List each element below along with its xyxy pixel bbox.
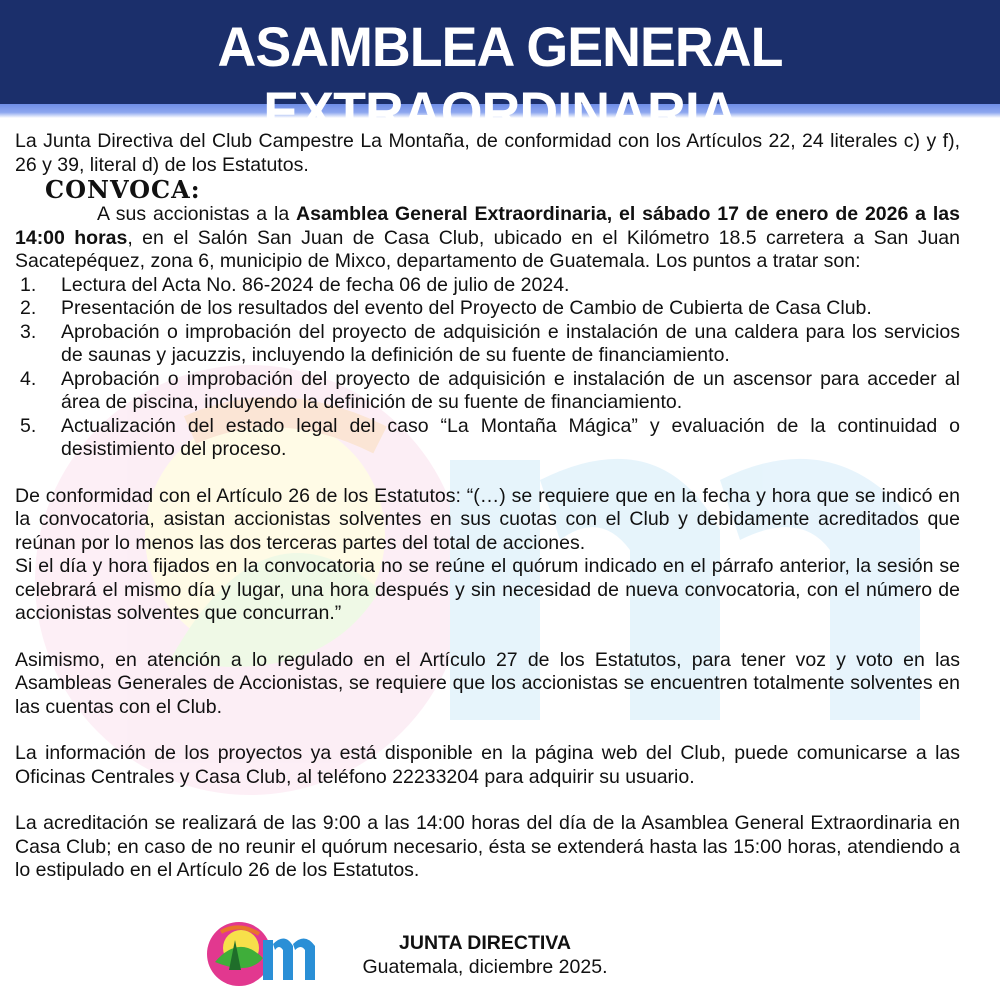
- agenda-number: 5.: [20, 414, 37, 437]
- agenda-number: 4.: [20, 367, 37, 390]
- article26-paragraph: De conformidad con el Artículo 26 de los Estatutos: “(…) se requiere que en la fecha y hora que se indicó en la convocatoria, asistan accionistas solventes en sus cuotas con el Club y debidamente acreditados que reúnan por lo menos las dos terceras partes del total de acciones.: [15, 484, 960, 554]
- agenda-number: 3.: [20, 320, 37, 343]
- agenda-text: Aprobación o improbación del proyecto de adquisición e instalación de un ascensor para acceder al área de piscina, incluyendo la definición de su fuente de financiamiento.: [61, 367, 960, 413]
- signature-block: [340, 931, 630, 979]
- info-paragraph: La información de los proyectos ya está disponible en la página web del Club, puede comunicarse a las Oficinas Centrales y Casa Club, al teléfono 22233204 para adquirir su usuario.: [15, 742, 960, 788]
- agenda-item: [15, 415, 960, 462]
- signature-name: JUNTA DIRECTIVA: [399, 932, 571, 954]
- agenda-number: 1.: [20, 273, 37, 296]
- agenda-text: Presentación de los resultados del evento del Proyecto de Cambio de Cubierta de Casa Club.: [61, 297, 872, 319]
- call-date-bold: Asamblea General Extraordinaria, el sábado 17 de enero de 2026 a las 14:00 horas: [15, 203, 960, 249]
- agenda-text: Lectura del Acta No. 86-2024 de fecha 06 de julio de 2024.: [61, 273, 570, 296]
- call-rest: , en el Salón San Juan de Casa Club, ubicado en el Kilómetro 18.5 carretera a San Juan Sacatepéquez, zona 6, municipio de Mixco, departamento de Guatemala. Los puntos a tratar son:: [15, 226, 960, 272]
- convoca-heading: CONVOCA:: [45, 175, 201, 204]
- intro-paragraph: La Junta Directiva del Club Campestre La Montaña, de conformidad con los Artículos 22, 24 literales c) y f), 26 y 39, literal d) de los Estatutos.: [15, 130, 960, 176]
- agenda-item: [15, 274, 960, 298]
- agenda-text: Aprobación o improbación del proyecto de adquisición e instalación de una caldera para los servicios de saunas y jacuzzis, incluyendo la definición de su fuente de financiamiento.: [61, 320, 960, 366]
- agenda-item: [15, 321, 960, 368]
- agenda-item: [15, 368, 960, 415]
- agenda-item: [15, 297, 960, 321]
- club-logo-icon: [205, 918, 320, 990]
- article26-continuation: Si el día y hora fijados en la convocatoria no se reúne el quórum indicado en el párrafo anterior, la sesión se celebrará el mismo día y lugar, una hora después y sin necesidad de nueva convocatoria, con el número de accionistas solventes que concurran.”: [15, 555, 960, 624]
- page-title: ASAMBLEA GENERAL EXTRAORDINARIA: [217, 15, 783, 143]
- call-paragraph: [15, 203, 960, 274]
- agenda-list: [15, 274, 960, 462]
- accreditation-paragraph: La acreditación se realizará de las 9:00 a las 14:00 horas del día de la Asamblea General Extraordinaria en Casa Club; en caso de no reunir el quórum necesario, ésta se extenderá hasta las 15:00 horas, atendiendo a lo estipulado en el Artículo 26 de los Estatutos.: [15, 812, 960, 881]
- notice-body: [15, 130, 960, 883]
- article27-paragraph: Asimismo, en atención a lo regulado en el Artículo 27 de los Estatutos, para tener voz y voto en las Asambleas Generales de Accionistas, se requiere que los accionistas se encuentren totalmente solventes en las cuentas con el Club.: [15, 648, 960, 718]
- call-lead: A sus accionistas a la: [97, 203, 297, 225]
- signature-place-date: Guatemala, diciembre 2025.: [362, 956, 608, 978]
- agenda-text: Actualización del estado legal del caso “La Montaña Mágica” y evaluación de la continuidad o desistimiento del proceso.: [61, 414, 960, 460]
- agenda-number: 2.: [20, 297, 37, 319]
